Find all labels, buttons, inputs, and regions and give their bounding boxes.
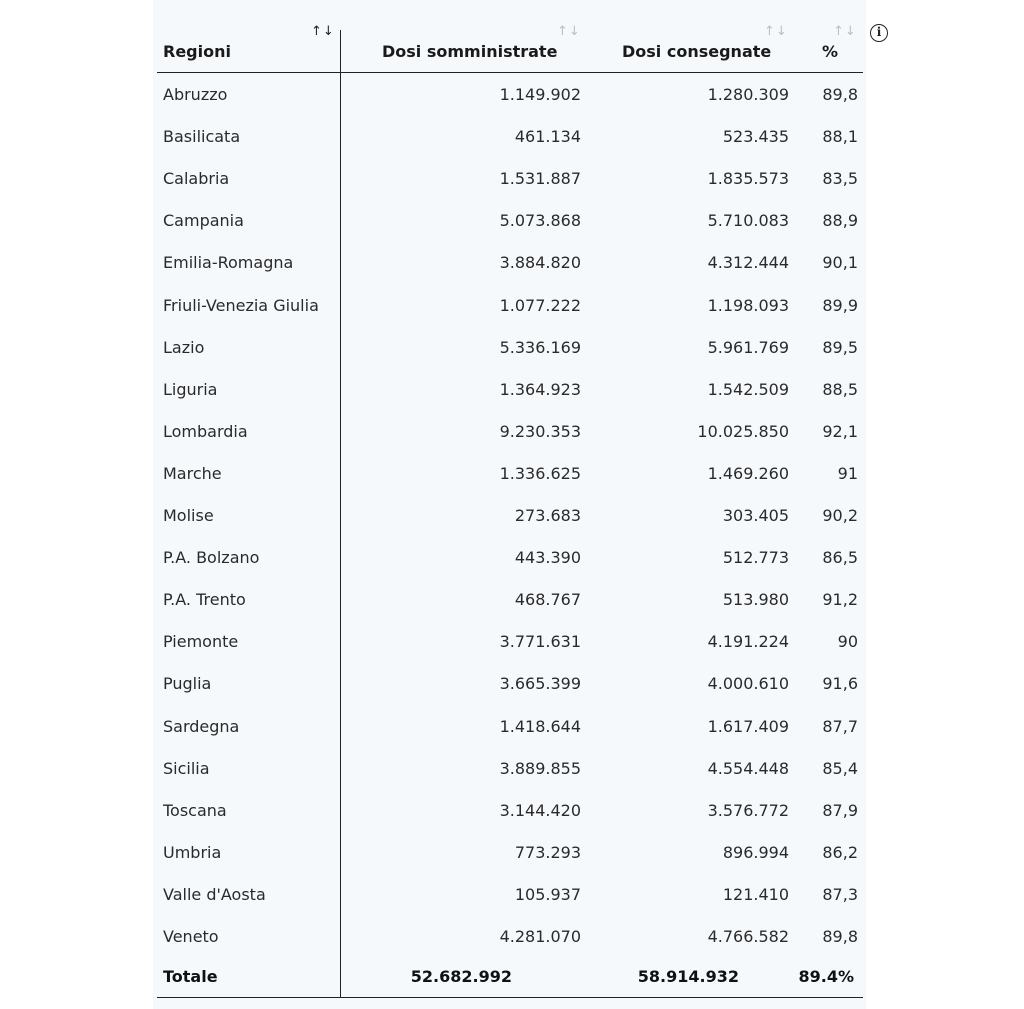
region-cell: P.A. Trento <box>163 590 246 610</box>
region-cell: Umbria <box>163 842 222 862</box>
somministrate-cell: 468.767 <box>514 590 581 610</box>
region-cell: Basilicata <box>163 127 241 147</box>
table-row <box>0 158 1024 200</box>
region-cell: Lazio <box>163 337 205 357</box>
region-cell: Sardegna <box>163 716 240 736</box>
table-row <box>0 242 1024 284</box>
consegnate-cell: 512.773 <box>722 548 789 568</box>
consegnate-cell: 5.710.083 <box>707 211 789 231</box>
percent-cell: 87,9 <box>822 800 858 820</box>
consegnate-cell: 5.961.769 <box>707 337 789 357</box>
table-row <box>0 327 1024 369</box>
consegnate-cell: 4.312.444 <box>707 253 789 273</box>
sort-consegnate-icon[interactable]: ↑↓ <box>764 24 788 39</box>
header-dosi-consegnate[interactable]: Dosi consegnate <box>622 42 772 61</box>
somministrate-cell: 5.073.868 <box>499 211 581 231</box>
header-percent[interactable]: % <box>822 42 839 61</box>
percent-cell: 86,5 <box>822 548 858 568</box>
header-regioni[interactable]: Regioni <box>163 42 231 61</box>
somministrate-cell: 1.531.887 <box>499 169 581 189</box>
region-cell: Valle d'Aosta <box>163 884 266 904</box>
consegnate-cell: 1.835.573 <box>707 169 789 189</box>
consegnate-cell: 513.980 <box>722 590 789 610</box>
table-row <box>0 916 1024 958</box>
table-row <box>0 874 1024 916</box>
region-cell: P.A. Bolzano <box>163 548 260 568</box>
consegnate-cell: 523.435 <box>722 127 789 147</box>
region-cell: Calabria <box>163 169 230 189</box>
table-row <box>0 748 1024 790</box>
table-row <box>0 495 1024 537</box>
percent-cell: 88,5 <box>822 379 858 399</box>
somministrate-cell: 3.771.631 <box>499 632 581 652</box>
region-cell: Piemonte <box>163 632 239 652</box>
percent-cell: 88,9 <box>822 211 858 231</box>
percent-cell: 88,1 <box>822 127 858 147</box>
consegnate-cell: 1.617.409 <box>707 716 789 736</box>
consegnate-cell: 1.198.093 <box>707 295 789 315</box>
table-row <box>0 411 1024 453</box>
header-divider <box>157 72 863 73</box>
sort-regioni-icon[interactable]: ↑↓ <box>311 24 335 39</box>
consegnate-cell: 1.280.309 <box>707 85 789 104</box>
consegnate-cell: 896.994 <box>722 842 789 862</box>
region-cell: Friuli-Venezia Giulia <box>163 295 319 315</box>
somministrate-cell: 461.134 <box>514 127 581 147</box>
percent-cell: 91,6 <box>822 674 858 694</box>
percent-cell: 91,2 <box>822 590 858 610</box>
somministrate-cell: 1.364.923 <box>499 379 581 399</box>
region-cell: Liguria <box>163 379 218 399</box>
consegnate-cell: 3.576.772 <box>707 800 789 820</box>
table-row <box>0 790 1024 832</box>
somministrate-cell: 3.889.855 <box>499 758 581 778</box>
consegnate-cell: 1.542.509 <box>707 379 789 399</box>
somministrate-cell: 1.077.222 <box>499 295 581 315</box>
region-cell: Marche <box>163 463 222 483</box>
table-row <box>0 537 1024 579</box>
header-dosi-somministrate[interactable]: Dosi somministrate <box>382 42 558 61</box>
sort-percent-icon[interactable]: ↑↓ <box>833 24 857 39</box>
somministrate-cell: 9.230.353 <box>499 421 581 441</box>
table-row <box>0 369 1024 411</box>
percent-cell: 89,8 <box>822 927 858 946</box>
table-row <box>0 663 1024 705</box>
table-row <box>0 453 1024 495</box>
somministrate-cell: 105.937 <box>514 884 581 904</box>
consegnate-cell: 4.766.582 <box>707 927 789 946</box>
percent-cell: 89,8 <box>822 85 858 104</box>
consegnate-cell: 4.000.610 <box>707 674 789 694</box>
percent-cell: 89,5 <box>822 337 858 357</box>
total-label: Totale <box>163 967 218 986</box>
region-cell: Emilia-Romagna <box>163 253 294 273</box>
somministrate-cell: 3.665.399 <box>499 674 581 694</box>
table-row <box>0 579 1024 621</box>
somministrate-cell: 1.149.902 <box>499 85 581 104</box>
somministrate-cell: 273.683 <box>514 506 581 525</box>
somministrate-cell: 3.144.420 <box>499 800 581 820</box>
percent-cell: 92,1 <box>822 421 858 441</box>
table-row <box>0 200 1024 242</box>
consegnate-cell: 10.025.850 <box>697 421 789 441</box>
percent-cell: 87,3 <box>822 884 858 904</box>
somministrate-cell: 4.281.070 <box>499 927 581 946</box>
sort-somministrate-icon[interactable]: ↑↓ <box>557 24 581 39</box>
somministrate-cell: 5.336.169 <box>499 337 581 357</box>
percent-cell: 90,2 <box>822 506 858 525</box>
total-percent: 89.4% <box>798 967 854 986</box>
consegnate-cell: 1.469.260 <box>707 463 789 483</box>
percent-cell: 86,2 <box>822 842 858 862</box>
percent-cell: 87,7 <box>822 716 858 736</box>
percent-cell: 91 <box>837 463 858 483</box>
somministrate-cell: 1.418.644 <box>499 716 581 736</box>
region-cell: Sicilia <box>163 758 210 778</box>
consegnate-cell: 121.410 <box>722 884 789 904</box>
table-row <box>0 285 1024 327</box>
region-cell: Molise <box>163 506 214 525</box>
total-row <box>0 956 1024 998</box>
table-row <box>0 832 1024 874</box>
percent-cell: 83,5 <box>822 169 858 189</box>
consegnate-cell: 4.554.448 <box>707 758 789 778</box>
percent-cell: 90 <box>837 632 858 652</box>
somministrate-cell: 3.884.820 <box>499 253 581 273</box>
total-somministrate: 52.682.992 <box>410 967 512 986</box>
somministrate-cell: 773.293 <box>514 842 581 862</box>
consegnate-cell: 303.405 <box>722 506 789 525</box>
total-consegnate: 58.914.932 <box>637 967 739 986</box>
somministrate-cell: 1.336.625 <box>499 463 581 483</box>
region-cell: Lombardia <box>163 421 248 441</box>
table-row <box>0 74 1024 116</box>
somministrate-cell: 443.390 <box>514 548 581 568</box>
percent-cell: 85,4 <box>822 758 858 778</box>
consegnate-cell: 4.191.224 <box>707 632 789 652</box>
table-row <box>0 706 1024 748</box>
percent-cell: 90,1 <box>822 253 858 273</box>
region-cell: Abruzzo <box>163 85 228 104</box>
region-cell: Veneto <box>163 927 219 946</box>
footer-divider <box>157 997 863 998</box>
percent-cell: 89,9 <box>822 295 858 315</box>
info-icon[interactable]: i <box>870 24 888 42</box>
table-row <box>0 621 1024 663</box>
region-cell: Campania <box>163 211 244 231</box>
region-cell: Toscana <box>163 800 227 820</box>
region-cell: Puglia <box>163 674 212 694</box>
table-row <box>0 116 1024 158</box>
